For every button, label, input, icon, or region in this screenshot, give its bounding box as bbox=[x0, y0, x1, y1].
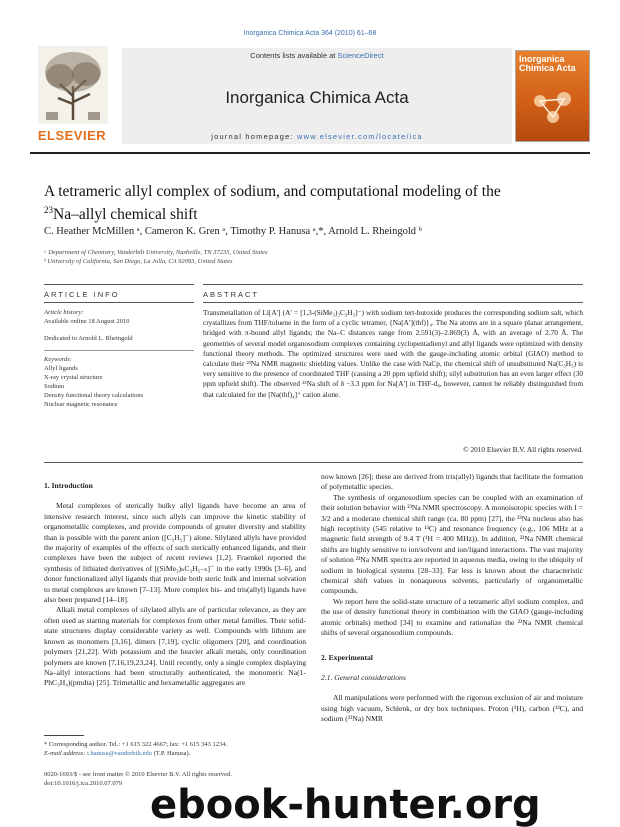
elsevier-tree-icon bbox=[38, 46, 108, 124]
sciencedirect-link[interactable]: ScienceDirect bbox=[337, 51, 384, 60]
keywords-label: Keywords: bbox=[44, 356, 72, 363]
body-paragraph: The synthesis of organosodium species can be coupled with an examination of their solution behavior with ²³Na NMR spectroscopy. A monoisotopic species with I = 3/2 and a moderate chemical shift range (ca. 80 ppm) [27], the ²³Na nucleus also has high receptivity (545 relative to ¹³C) and resonance frequency (e.g., 106 MHz at a magnetic field strength of 9.4 T (¹H = 400 MHz)). In addition, ²³Na NMR chemical shifts are highly sensitive to ion/solvent and ion/ligand interactions. The vast majority of solution ²³Na NMR spectra are reported in aqueous media, owing to the ubiquity of sodium in biological systems [28–33]. Far less is known about the characteristic chemical shift values in nonaqueous solvents, particularly of organometallic compounds. bbox=[321, 492, 583, 596]
watermark-banner bbox=[150, 782, 620, 827]
email-link[interactable]: t.hanusa@vanderbilt.edu bbox=[87, 750, 152, 757]
body-paragraph: We report here the solid-state structure of a tetrameric allyl sodium complex, and the use of density functional theory in combination with the GIAO (gauge-including atomic orbitals) method [34] to examine and rationalize the ²³Na NMR chemical shifts of several organosodium compounds. bbox=[321, 596, 583, 638]
journal-reference[interactable]: Inorganica Chimica Acta 364 (2010) 61–68 bbox=[243, 30, 377, 37]
copyright: © 2010 Elsevier B.V. All rights reserved. bbox=[463, 445, 583, 454]
abstract-text: Transmetallation of Li[A′] (A′ = [1,3-(SiMe₃)₂C₃H₃]⁻) with sodium tert-butoxide produces the corresponding sodium salt, which crystallizes from THF/toluene in the form of a cyclic tetramer, {Na[A′](thf)}₄. The Na atoms are in a square planar arrangement, bridged with π-bound allyl ligands; the Na–C distances range from 2.591(3)–2.869(3) Å, with an average of 2.70 Å. The geometries of several model organosodium complexes containing cyclopentadienyl and allyl ligands were optimized with density functional theory methods. The optimized structures were used with the gauge-including atomic orbital (GIAO) method to calculate their ²³Na NMR magnetic shielding values. Unlike the case with NaCp, the chemical shift of unsubstituted Na(C₃H₅) is very sensitive to the presence of coordinated THF (causing a 20 ppm upfield shift); silyl substitution has an even larger effect (30 ppm upfield shift). The observed ²³Na shift of δ −3.3 ppm for Na[A′] in THF-d₈, however, cannot be reliably distinguished from that calculated for the [Na(thf)₄]⁺ cation alone. bbox=[203, 308, 583, 399]
footnote-rule bbox=[44, 735, 84, 736]
keyword-item: Density functional theory calculations bbox=[44, 392, 144, 399]
abstract-bottom-rule bbox=[44, 462, 583, 463]
body-right-column bbox=[321, 472, 583, 725]
corresponding-footnote: * Corresponding author. Tel.: +1 615 322 4667; fax: +1 615 343 1234. bbox=[44, 741, 228, 748]
body-paragraph: Metal complexes of sterically bulky allyl ligands have become an area of intensive research interest, since such allyls can improve the kinetic stability of organometallic complexes, and provide compounds of greater diversity and stability than is possible with the parent anion ([C₃H₅]⁻) alone. Silylated allyls have provided the majority of examples of the effects of such sterically enhanced ligands, and their complexes have been the subject of recent reviews [1,2]. Fraenkel reported the synthesis of lithiated derivatives of [(SiMe₃)ₙC₃H₅₋ₙ]⁻ in the early 1990s [3–6], and donor functionalized allyl ligands that provide both steric bulk and internal solvation to metal complexes are known [7–13]. More complex bis- and tris(allyl) ligands have also been prepared [14–18]. bbox=[44, 501, 306, 605]
body-left-column bbox=[44, 481, 306, 689]
watermark-text: ebook-hunter.org bbox=[150, 782, 541, 827]
front-matter-line: 0020-1693/$ - see front matter © 2010 Elsevier B.V. All rights reserved. bbox=[44, 771, 232, 778]
article-info-heading: ARTICLE INFO bbox=[44, 290, 120, 299]
abstract-rule bbox=[203, 302, 583, 303]
article-info-rule-top bbox=[44, 284, 194, 285]
history-value: Available online 18 August 2010 bbox=[44, 318, 130, 325]
publisher-logo bbox=[30, 46, 114, 148]
masthead-rule bbox=[30, 152, 590, 154]
title-line-2: Na–allyl chemical shift bbox=[53, 206, 198, 224]
email-footnote bbox=[44, 749, 306, 758]
journal-banner bbox=[122, 48, 512, 144]
email-label: E-mail address: bbox=[44, 750, 88, 757]
doi-link[interactable]: doi:10.1016/j.ica.2010.07.079 bbox=[44, 780, 123, 787]
experimental-heading: 2. Experimental bbox=[321, 652, 373, 662]
body-paragraph: All manipulations were performed with the rigorous exclusion of air and moisture using high vacuum, Schlenk, or dry box techniques. Proton (¹H), carbon (¹³C), and sodium (²³Na) NMR bbox=[321, 693, 583, 724]
author-list: C. Heather McMillen ᵃ, Cameron K. Gren ᵃ, Timothy P. Hanusa ᵃ,*, Arnold L. Rheingold ᵇ bbox=[44, 226, 422, 237]
affiliation-a: ᵃ Department of Chemistry, Vanderbilt University, Nashville, TN 37235, United States bbox=[44, 249, 268, 256]
intro-heading: 1. Introduction bbox=[44, 481, 93, 490]
cover-title: Inorganica Chimica Acta bbox=[519, 54, 576, 73]
contents-line bbox=[122, 51, 512, 60]
article-title bbox=[44, 182, 584, 224]
history-label: Article history: bbox=[44, 309, 84, 316]
keyword-item: Allyl ligands bbox=[44, 365, 78, 372]
journal-cover[interactable] bbox=[515, 50, 590, 142]
abstract-heading: ABSTRACT bbox=[203, 290, 260, 299]
title-line-1: A tetrameric allyl complex of sodium, and computational modeling of the bbox=[44, 183, 501, 200]
body-paragraph: now known [26]; these are derived from tris(allyl) ligands that facilitate the formation of polymetallic species. bbox=[321, 472, 583, 492]
abstract-rule-top bbox=[203, 284, 583, 285]
masthead bbox=[30, 44, 590, 154]
affiliation-b: ᵇ University of California, San Diego, La Jolla, CA 92093, United States bbox=[44, 258, 233, 265]
contents-prefix: Contents lists available at bbox=[250, 51, 338, 60]
keyword-item: X-ray crystal structure bbox=[44, 374, 103, 381]
body-paragraph: Alkali metal complexes of silylated allyls are of particular relevance, as they are often used as starting materials for complexes from other metal families. Their solid-state structures display considerable variety as well. Compounds with lithium are known as monomers [3,16], dimers [7,19], cyclic oligomers [20], and coordination polymers [21,22]. With potassium and the heavier alkali metals, only coordination polymers are known [7,16,19,23,24]. Until recently, only a single complex displaying Na–allyl interactions had been structurally authenticated, the monomeric Na(1-PhC₃H₄)(pmdta) [25]. Trimetallic and hexametallic aggregates are bbox=[44, 605, 306, 688]
keywords-rule bbox=[44, 350, 194, 351]
email-suffix: (T.P. Hanusa). bbox=[151, 750, 191, 757]
experimental-subheading: 2.1. General considerations bbox=[321, 672, 406, 682]
article-info-rule bbox=[44, 302, 194, 303]
title-superscript: 23 bbox=[44, 205, 53, 215]
cover-molecule-icon bbox=[526, 87, 581, 127]
publisher-name: ELSEVIER bbox=[37, 128, 107, 143]
keyword-item: Sodium bbox=[44, 383, 65, 390]
keyword-item: Nuclear magnetic resonance bbox=[44, 401, 118, 408]
homepage-link[interactable]: www.elsevier.com/locate/ica bbox=[297, 132, 423, 141]
journal-title: Inorganica Chimica Acta bbox=[225, 88, 409, 107]
homepage-prefix: journal homepage: bbox=[211, 132, 298, 141]
journal-homepage bbox=[122, 132, 512, 141]
dedication: Dedicated to Arnold L. Rheingold bbox=[44, 335, 133, 342]
